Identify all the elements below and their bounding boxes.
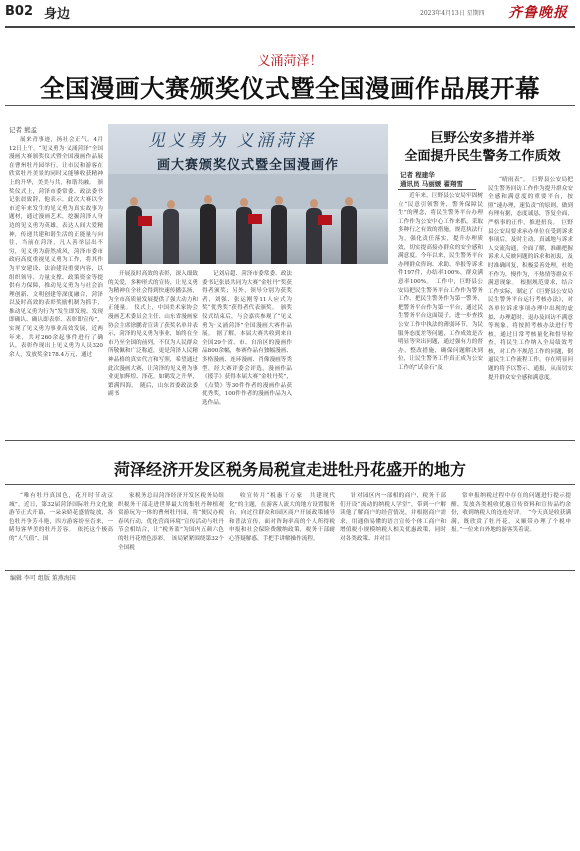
lead-headline: 全国漫画大赛颁奖仪式暨全国漫画作品展开幕 (40, 74, 540, 103)
side-col-1: 近年来，巨野县公安局牢固树立“民意引领警务，警务保障民生”的理念，将民生警务平台办理工作作为公安中心工作来抓，采取多种行之有效的措施，规范执法行为，强化责任落实，提升办理质效，切实提高接办群众的安全感和满意度。今年以来，民生警务平台办理群众咨询、求助、举报等诉求件197件，办结率100%，群众满意率100%。 工作中，巨野县公安局把民生警务平台工作作为警务工作、把民生警务作为第一警务，把警务平台作为第一平台，通过民生警务平台这面镜子，进一步查找公安工作中执法的薄弱环节，为民服务态度差等问题，工作成效是否明显等突出问题，通过强有力的督办，整改措施，确保问题解决到位，让民生警务工作真正成为公安工作的“试金石”及 (398, 193, 483, 371)
photo-head (130, 197, 138, 206)
side-byline-correspondent: 通讯员 马丽媛 翟翔雪 (400, 180, 464, 188)
lead-col-2: 开展及时高效的表彰，深入细致的关爱，多种形式的宣传，让见义勇为精神在全社会得到快速传播弘扬，为全市高质量发展提供了强大动力和正能量。 仪式上，中国美术家协会漫画艺术委员会主任、山东省漫画家协会主席徐鹏青宣读了获奖名单并表示，菏泽的见义勇为事业，始终在全市乃至全国的前列，不仅为人民群众所敬佩和广泛称道，更是菏泽人民精神品格的真实代言和写照，希望通过此次漫画大赛，让菏泽的见义勇为事业更加辉煌、泽花，如鹤发之升华，繁满四海。 随后，山东省委政法委副书 (108, 271, 198, 398)
page-header (0, 0, 580, 28)
lead-kicker: 义涌菏泽！ (257, 54, 323, 69)
ceremony-photo (108, 124, 388, 264)
side-col-2: “晴雨表”。 巨野县公安局把民生警务回访工作作为提升群众安全感和满意度的重要平台，按照“速办理，速负责”的原则，做到有理有据，态度诚恳，答复全面，严格事的正作，推进扭良。 巨野县公安局要求承办单位在受到诉求事项后，及时主动、真诚地与诉求人交流沟通，全面了解，准确把握诉求人反映问题的诉求和初衷，及时准确回复，积极妥善处理，杜绝不作为，慢作为，不热情等群众不满意现象。 根据规范要求，结合工作实际，制定了《巨野县公安局民生警务平台运行考核办法》，对各单位诉求事项办理中出现的虚拟、办理超时、退办及回访不满意等现象，将按照考核办法进行考核，通过日常考核量化和督导检查，将民生工作纳入全局绩效考核，对工作不规范工作的问题，倒逼民生工作流程工作，存在明显问题的将予以警示、通报，从而切实提升群众安全感和满意度。 (488, 177, 573, 381)
lead-headline-rule (5, 105, 575, 106)
side-title-line-2: 全面提升民生警务工作质效 (404, 149, 561, 164)
second-headline: 菏泽经济开发区税务局税宣走进牡丹花盛开的地方 (113, 460, 466, 479)
section-divider (5, 440, 575, 441)
second-col-3: 收宣传月“税惠千万家 共建现代化”的主题，在游客人流大的地方设置服务台，向过往群众和园区商户开展政策辅导和普法宣传，面对咨询率高的个人所得税申报和社会保险费缴纳政策，税务干部耐心答疑解惑，手把手讲解操作流程。 (229, 493, 335, 542)
photo-banner-text: 画大赛颁奖仪式暨全国漫画作 (156, 158, 339, 173)
second-headline-rule (5, 484, 575, 485)
editor-credit: 编辑 李可 组版 董燕海国 (10, 575, 76, 582)
photo-person (271, 205, 287, 264)
page-number: B02 (5, 4, 33, 19)
photo-person (200, 204, 216, 264)
photo-head (345, 197, 353, 206)
photo-certificate (248, 214, 262, 224)
second-col-1: “唯有牡丹真国色，花开时节动京城”。近日，第32届菏泽国际牡丹文化旅游节正式开幕，一朵朵娇花盛情绽放，各色牡丹争芳斗艳，四方游客纷至沓来，一睹每客华美的牡丹芳容。 依托这个极高的“人气值”，国 (9, 493, 113, 542)
masthead-logo: 齐鲁晚报 (508, 5, 568, 21)
photo-head (275, 196, 283, 205)
photo-certificate (318, 215, 332, 225)
issue-date: 2023年4月13日 星期四 (420, 10, 485, 17)
photo-head (240, 198, 248, 207)
photo-certificate (138, 216, 152, 226)
lead-col-1: 展来青事迹，扬社会正气。4月12日上午，“见义勇为·义涌菏泽”全国漫画大赛颁奖仪式暨全国漫画作品展在曹州牡丹园举行，让市民和游客在欣赏牡丹美景的同时又能够收获精神上的升华，美美与共，和谐共融。 颁奖仪式上，菏泽市委常委、政法委书记张晨致辞，他表示，此次大赛以全市近年来发生的见义勇为真实故事为题材，通过漫画艺术，挖掘菏泽人身边的见义勇为英雄，表达人间大爱精神，传递共建和谐生活的正能量与向往，当前在菏泽，凡人善举层出不穷，见义勇为蔚然成风，菏泽市委市政府高度重视见义勇为工作，将其作为平安建设、法治建设重要内容，以组织领导、力量支撑、政策资金等提供有力保障，推动见义勇为与社会治理创新、文明创建等深度融合，菏泽以及时高效的表彰奖励机制为抓手，推动见义勇为行为“发生即发现、发现即确认、确认即表彰、表彰即宣传”，实现了见义勇为事业高效发展，近两年来，共对260余起事件进行了确认，表彰作现出上见义勇为人员320余人，发放奖金178.4万元，通过 (9, 137, 103, 358)
footer-rule (5, 570, 575, 571)
header-rule (5, 26, 575, 28)
second-col-2: 家税务总局菏泽经济开发区税务局组织税务干部走进世界最大的集牡丹种植观赏游玩为一体的曹州牡丹园，将“便民办税春风行动，优化营商环境”宣传活动与牡丹节会相结合，让“税务蓝”为国内五颜六色的牡丹花增色添彩。 该局紧紧围绕第32个全国税 (118, 493, 224, 551)
photo-head (310, 199, 318, 208)
photo-person (126, 206, 142, 264)
photo-banner-script: 见义勇为 义涌菏泽 (148, 131, 317, 151)
photo-person (341, 206, 357, 264)
side-title-line-1: 巨野公安多措并举 (430, 131, 535, 146)
lead-byline: 记者 熊孟 (9, 126, 38, 134)
second-col-5: 常申报纳税过程中存在的问题进行提示提醒、发放各类税收优惠宣传资料和宣传品约余份，收到纳税人的连连好评。 “今天真是收获满满，既欣赏了牡丹花，又顺带办理了个税申报。”一位来自外地的游客笑着说。 (451, 493, 571, 534)
photo-head (167, 200, 175, 209)
photo-head (204, 195, 212, 204)
photo-person (163, 209, 179, 264)
section-name: 身边 (44, 7, 71, 22)
side-byline-rule (398, 189, 476, 190)
side-byline-reporter: 记者 程建华 (400, 171, 435, 179)
lead-col-3: 记刘启超、菏泽市委常委、政法委书记张晨共同为大赛“金牡丹”奖获得者颁奖；另外，领导分别为获奖者、刘强、张运刚等11人应式为奖“优秀奖”获得者代表颁奖。 颁奖仪式结束后，与会嘉宾参观了“见义勇为·义涌菏泽”全国漫画大赛作品展。 据了解，本届大赛共收到来自全国29个省、市、自治区的漫画作品800余幅，参赛作品有独幅漫画、多格漫画、连环漫画、肖像漫画等类型，经大赛评委会评选，漫画作品《援手》获得本届大赛“金牡丹奖”，《点赞》等30件作者的漫画作品获优秀奖，100件作者的漫画作品为入选作品。 (202, 271, 292, 406)
second-col-4: 针对园区内一部相的商户，税务干部们开设“流动的纳税人学堂”，带到一户解读他了解商户的经营情况，并根据商户需求，用通俗易懂的语言宣传个体工商户和增值税小规模纳税人相关优惠政策，同时对各类政策、并对目 (340, 493, 446, 542)
